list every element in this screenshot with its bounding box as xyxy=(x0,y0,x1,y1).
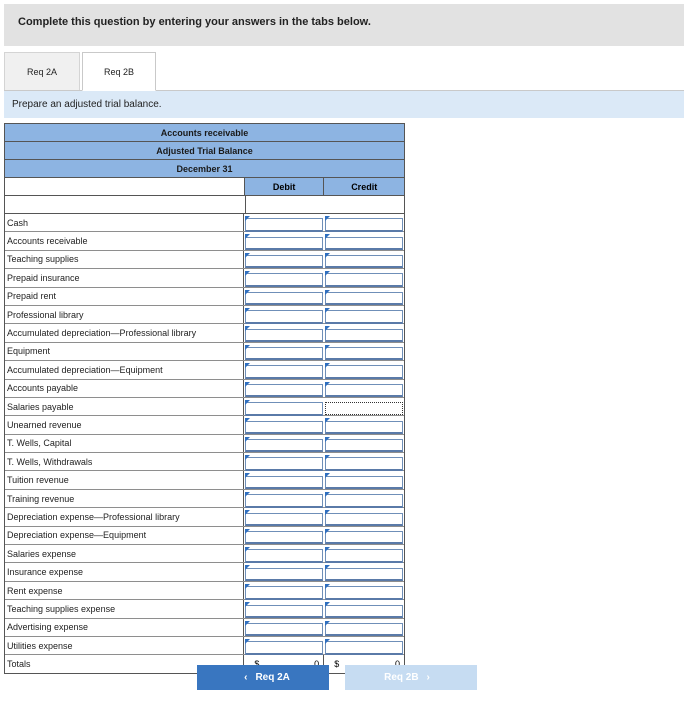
credit-cell xyxy=(324,232,404,249)
account-row xyxy=(5,582,404,600)
debit-input[interactable] xyxy=(245,531,323,544)
credit-input[interactable] xyxy=(325,329,403,342)
credit-cell xyxy=(324,582,404,599)
account-row xyxy=(5,324,404,342)
credit-input[interactable] xyxy=(325,586,403,599)
account-row xyxy=(5,251,404,269)
account-name: T. Wells, Capital xyxy=(5,435,244,452)
debit-cell xyxy=(244,637,324,654)
credit-cell xyxy=(324,600,404,617)
dropdown-indicator-icon xyxy=(325,639,330,644)
debit-input[interactable] xyxy=(245,641,323,654)
account-row xyxy=(5,490,404,508)
dropdown-indicator-icon xyxy=(245,216,250,221)
debit-input[interactable] xyxy=(245,347,323,360)
credit-input[interactable] xyxy=(325,421,403,434)
credit-input[interactable] xyxy=(325,641,403,654)
credit-input[interactable] xyxy=(325,623,403,636)
account-row xyxy=(5,637,404,655)
debit-cell xyxy=(244,251,324,268)
next-req-label: Req 2B xyxy=(384,672,419,683)
debit-input[interactable] xyxy=(245,255,323,268)
dropdown-indicator-icon xyxy=(245,584,250,589)
account-row xyxy=(5,214,404,232)
debit-input[interactable] xyxy=(245,218,323,231)
debit-cell xyxy=(244,619,324,636)
account-row xyxy=(5,545,404,563)
credit-cell xyxy=(324,343,404,360)
account-name: Prepaid rent xyxy=(5,288,244,305)
dropdown-indicator-icon xyxy=(325,308,330,313)
dropdown-indicator-icon xyxy=(245,363,250,368)
dropdown-indicator-icon xyxy=(245,290,250,295)
account-name: Accumulated depreciation—Professional library xyxy=(5,324,244,341)
credit-input[interactable] xyxy=(325,365,403,378)
account-row xyxy=(5,416,404,434)
dropdown-indicator-icon xyxy=(325,326,330,331)
credit-input[interactable] xyxy=(325,439,403,452)
credit-cell xyxy=(324,435,404,452)
credit-input[interactable] xyxy=(325,476,403,489)
account-row xyxy=(5,563,404,581)
tab-req-2a[interactable] xyxy=(4,52,80,90)
account-row xyxy=(5,288,404,306)
dropdown-indicator-icon xyxy=(325,602,330,607)
dropdown-indicator-icon xyxy=(325,529,330,534)
trial-balance-worksheet xyxy=(4,123,405,674)
spacer-row xyxy=(5,196,404,214)
credit-cell xyxy=(324,619,404,636)
account-row xyxy=(5,471,404,489)
dropdown-indicator-icon xyxy=(245,510,250,515)
credit-input[interactable] xyxy=(325,605,403,618)
debit-cell xyxy=(244,398,324,415)
credit-input[interactable] xyxy=(325,549,403,562)
dropdown-indicator-icon xyxy=(325,382,330,387)
account-row xyxy=(5,527,404,545)
credit-column-header: Credit xyxy=(324,178,404,195)
credit-input[interactable] xyxy=(325,218,403,231)
account-row xyxy=(5,435,404,453)
account-name: Utilities expense xyxy=(5,637,244,654)
credit-cell xyxy=(324,306,404,323)
dropdown-indicator-icon xyxy=(325,418,330,423)
account-row xyxy=(5,453,404,471)
credit-input[interactable] xyxy=(325,273,403,286)
credit-input[interactable] xyxy=(325,513,403,526)
account-row xyxy=(5,619,404,637)
debit-input[interactable] xyxy=(245,402,323,415)
spacer-cell xyxy=(5,196,246,213)
credit-cell xyxy=(324,416,404,433)
account-name: Accounts receivable xyxy=(5,232,244,249)
credit-cell xyxy=(324,563,404,580)
debit-cell xyxy=(244,453,324,470)
debit-cell xyxy=(244,269,324,286)
account-name: Salaries payable xyxy=(5,398,244,415)
debit-input[interactable] xyxy=(245,384,323,397)
dropdown-indicator-icon xyxy=(245,400,250,405)
prev-req-label: Req 2A xyxy=(255,672,290,683)
debit-input[interactable] xyxy=(245,310,323,323)
dropdown-indicator-icon xyxy=(245,492,250,497)
dropdown-indicator-icon xyxy=(245,234,250,239)
credit-cell xyxy=(324,637,404,654)
account-name: Depreciation expense—Professional library xyxy=(5,508,244,525)
dropdown-indicator-icon xyxy=(245,253,250,258)
dropdown-indicator-icon xyxy=(245,547,250,552)
column-header-blank xyxy=(5,178,245,195)
dropdown-indicator-icon xyxy=(245,639,250,644)
credit-input[interactable] xyxy=(325,494,403,507)
credit-cell xyxy=(324,527,404,544)
account-name: Unearned revenue xyxy=(5,416,244,433)
credit-input[interactable] xyxy=(325,310,403,323)
dropdown-indicator-icon xyxy=(245,455,250,460)
dropdown-indicator-icon xyxy=(325,345,330,350)
dropdown-indicator-icon xyxy=(245,271,250,276)
debit-cell xyxy=(244,214,324,231)
next-req-button[interactable] xyxy=(345,665,477,690)
dropdown-indicator-icon xyxy=(325,234,330,239)
debit-cell xyxy=(244,306,324,323)
dropdown-indicator-icon xyxy=(245,602,250,607)
account-name: Tuition revenue xyxy=(5,471,244,488)
debit-input[interactable] xyxy=(245,237,323,250)
dropdown-indicator-icon xyxy=(245,565,250,570)
account-name: Training revenue xyxy=(5,490,244,507)
dropdown-indicator-icon xyxy=(245,418,250,423)
dropdown-indicator-icon xyxy=(245,382,250,387)
debit-cell xyxy=(244,527,324,544)
account-row xyxy=(5,361,404,379)
account-name: Prepaid insurance xyxy=(5,269,244,286)
account-name: Teaching supplies xyxy=(5,251,244,268)
debit-input[interactable] xyxy=(245,549,323,562)
account-row xyxy=(5,343,404,361)
dropdown-indicator-icon xyxy=(325,455,330,460)
dropdown-indicator-icon xyxy=(245,345,250,350)
credit-cell xyxy=(324,380,404,397)
account-name: Rent expense xyxy=(5,582,244,599)
prompt-banner xyxy=(4,91,684,118)
debit-input[interactable] xyxy=(245,513,323,526)
dropdown-indicator-icon xyxy=(245,529,250,534)
account-name: Accounts payable xyxy=(5,380,244,397)
debit-input[interactable] xyxy=(245,273,323,286)
dropdown-indicator-icon xyxy=(325,473,330,478)
account-row xyxy=(5,232,404,250)
credit-input[interactable] xyxy=(325,568,403,581)
account-name: Insurance expense xyxy=(5,563,244,580)
dropdown-indicator-icon xyxy=(325,547,330,552)
account-name: Depreciation expense—Equipment xyxy=(5,527,244,544)
dropdown-indicator-icon xyxy=(325,492,330,497)
dropdown-indicator-icon xyxy=(325,363,330,368)
credit-input[interactable] xyxy=(325,531,403,544)
debit-input[interactable] xyxy=(245,568,323,581)
tab-label: Req 2B xyxy=(103,66,135,77)
debit-input[interactable] xyxy=(245,365,323,378)
debit-input[interactable] xyxy=(245,439,323,452)
credit-cell xyxy=(324,251,404,268)
debit-cell xyxy=(244,288,324,305)
debit-input[interactable] xyxy=(245,329,323,342)
credit-input[interactable] xyxy=(325,384,403,397)
dropdown-indicator-icon xyxy=(325,584,330,589)
sheet-title: Accounts receivable xyxy=(5,124,404,142)
credit-input[interactable] xyxy=(325,347,403,360)
debit-cell xyxy=(244,490,324,507)
dropdown-indicator-icon xyxy=(245,326,250,331)
debit-cell xyxy=(244,600,324,617)
currency-symbol: $ xyxy=(334,659,340,670)
dropdown-indicator-icon xyxy=(245,308,250,313)
dropdown-indicator-icon xyxy=(325,290,330,295)
prompt-text: Prepare an adjusted trial balance. xyxy=(12,99,162,110)
debit-cell xyxy=(244,435,324,452)
debit-cell xyxy=(244,361,324,378)
column-header-row xyxy=(5,178,404,196)
account-rows xyxy=(5,196,404,655)
debit-input[interactable] xyxy=(245,605,323,618)
instructions-text: Complete this question by entering your answers in the tabs below. xyxy=(18,16,371,28)
debit-cell xyxy=(244,416,324,433)
account-row xyxy=(5,269,404,287)
account-row xyxy=(5,306,404,324)
debit-input[interactable] xyxy=(245,494,323,507)
credit-cell xyxy=(324,269,404,286)
credit-cell xyxy=(324,214,404,231)
credit-cell xyxy=(324,545,404,562)
debit-input[interactable] xyxy=(245,586,323,599)
debit-input[interactable] xyxy=(245,457,323,470)
dropdown-indicator-icon xyxy=(245,621,250,626)
debit-input[interactable] xyxy=(245,292,323,305)
debit-cell xyxy=(244,545,324,562)
debit-column-header: Debit xyxy=(245,178,325,195)
credit-cell xyxy=(324,453,404,470)
account-row xyxy=(5,380,404,398)
dropdown-indicator-icon xyxy=(245,437,250,442)
totals-label: Totals xyxy=(5,655,244,673)
dropdown-indicator-icon xyxy=(325,565,330,570)
credit-cell xyxy=(324,398,404,415)
account-name: Accumulated depreciation—Equipment xyxy=(5,361,244,378)
debit-cell xyxy=(244,343,324,360)
credit-input[interactable] xyxy=(325,457,403,470)
debit-cell xyxy=(244,563,324,580)
credit-cell xyxy=(324,508,404,525)
account-row xyxy=(5,398,404,416)
account-name: Cash xyxy=(5,214,244,231)
credit-input[interactable] xyxy=(325,255,403,268)
dropdown-indicator-icon xyxy=(325,216,330,221)
account-name: Teaching supplies expense xyxy=(5,600,244,617)
dropdown-indicator-icon xyxy=(325,437,330,442)
credit-input[interactable] xyxy=(325,292,403,305)
dropdown-indicator-icon xyxy=(325,510,330,515)
debit-cell xyxy=(244,324,324,341)
credit-cell xyxy=(324,324,404,341)
tab-bar xyxy=(4,52,684,91)
dropdown-indicator-icon xyxy=(325,621,330,626)
credit-cell xyxy=(324,288,404,305)
credit-input[interactable] xyxy=(325,237,403,250)
account-row xyxy=(5,508,404,526)
debit-cell xyxy=(244,380,324,397)
account-name: T. Wells, Withdrawals xyxy=(5,453,244,470)
debit-input[interactable] xyxy=(245,421,323,434)
credit-cell xyxy=(324,361,404,378)
debit-input[interactable] xyxy=(245,476,323,489)
chevron-right-icon: › xyxy=(426,672,430,683)
credit-cell xyxy=(324,471,404,488)
account-name: Salaries expense xyxy=(5,545,244,562)
debit-cell xyxy=(244,471,324,488)
instructions-banner xyxy=(4,4,684,46)
credit-cell xyxy=(324,490,404,507)
account-name: Professional library xyxy=(5,306,244,323)
sheet-date: December 31 xyxy=(5,160,404,178)
dropdown-indicator-icon xyxy=(325,271,330,276)
debit-cell xyxy=(244,508,324,525)
credit-input[interactable] xyxy=(325,402,403,415)
tab-label: Req 2A xyxy=(26,66,58,77)
tab-req-2b[interactable] xyxy=(82,52,156,91)
sheet-subtitle: Adjusted Trial Balance xyxy=(5,142,404,160)
prev-req-button[interactable] xyxy=(197,665,329,690)
dropdown-indicator-icon xyxy=(325,253,330,258)
account-name: Advertising expense xyxy=(5,619,244,636)
chevron-left-icon: ‹ xyxy=(244,672,248,683)
account-name: Equipment xyxy=(5,343,244,360)
debit-cell xyxy=(244,582,324,599)
debit-input[interactable] xyxy=(245,623,323,636)
debit-cell xyxy=(244,232,324,249)
account-row xyxy=(5,600,404,618)
dropdown-indicator-icon xyxy=(245,473,250,478)
